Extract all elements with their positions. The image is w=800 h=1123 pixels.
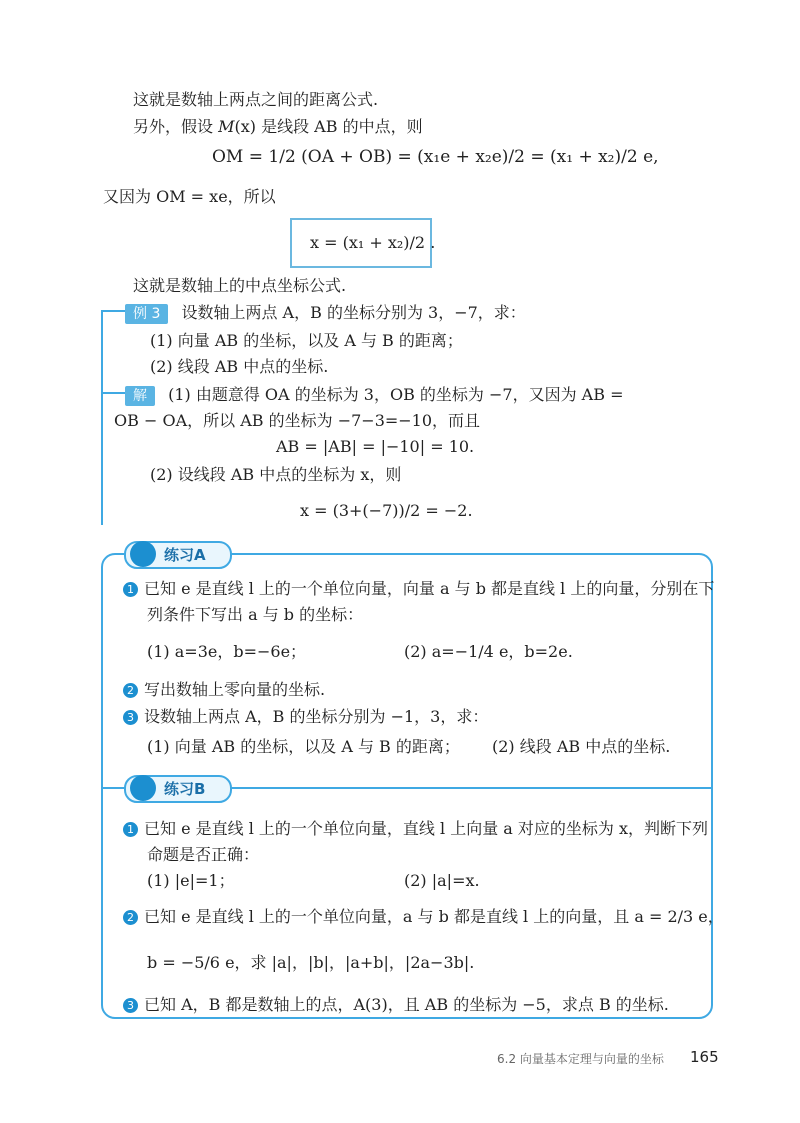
practice-a-item-3 [123, 706, 488, 728]
solution-text: (1) 由题意得 OA 的坐标为 3，OB 的坐标为 −7，又因为 AB = [168, 385, 624, 404]
practice-a-item-3-c1: (1) 向量 AB 的坐标，以及 A 与 B 的距离； [147, 737, 460, 756]
number-badge: 3 [123, 998, 138, 1013]
number-badge: 1 [123, 582, 138, 597]
solution-line-2: OB − OA，所以 AB 的坐标为 −7−3=−10，而且 [114, 411, 481, 430]
text-fragment: 已知 e 是直线 l 上的一个单位向量，向量 a 与 b 都是直线 l 上的向量，分别在下 [144, 579, 715, 598]
page-number: 165 [690, 1048, 719, 1066]
text-line: 这就是数轴上两点之间的距离公式. [133, 90, 379, 109]
solution-line-4: (2) 设线段 AB 中点的坐标为 x，则 [150, 465, 402, 484]
practice-b-item-1-c2: (2) |a|=x. [404, 871, 480, 890]
practice-a-item-1-cont: 列条件下写出 a 与 b 的坐标： [147, 605, 364, 624]
boxed-formula [290, 218, 436, 268]
solution-line-5: x = (3+(−7))/2 = −2. [300, 501, 473, 520]
boxed-formula-text: x = (x₁ + x₂)/2 . [310, 233, 436, 252]
text-line: 又因为 OM = xe，所以 [103, 187, 276, 206]
example-top-rule [101, 310, 125, 312]
example-q2: (2) 线段 AB 中点的坐标. [150, 357, 329, 376]
text-fragment: 已知 e 是直线 l 上的一个单位向量，a 与 b 都是直线 l 上的向量，且 a = 2/3 e， [144, 907, 724, 926]
text-line: 这就是数轴上的中点坐标公式. [133, 276, 347, 295]
solution-line-1 [125, 384, 623, 406]
number-badge: 1 [123, 822, 138, 837]
practice-a-tab [124, 541, 232, 569]
practice-a-item-1-c1: (1) a=3e，b=−6e； [147, 642, 307, 661]
pencil-icon [130, 775, 156, 801]
practice-b-item-2-cont: b = −5/6 e，求 |a|，|b|，|a+b|，|2a−3b|. [147, 953, 475, 972]
practice-a-item-3-c2: (2) 线段 AB 中点的坐标. [492, 737, 671, 756]
practice-a-title: 练习A [164, 546, 206, 564]
text-fragment: 另外，假设 [133, 117, 219, 136]
practice-a-item-1-c2: (2) a=−1/4 e，b=2e. [404, 642, 573, 661]
text-line [133, 116, 423, 138]
footer-section: 6.2 向量基本定理与向量的坐标 [497, 1052, 664, 1066]
text-fragment: 已知 A，B 都是数轴上的点，A(3)，且 AB 的坐标为 −5，求点 B 的坐标. [144, 995, 669, 1014]
practice-b-item-2 [123, 906, 724, 928]
pencil-icon [130, 541, 156, 567]
practice-b-item-1-cont: 命题是否正确： [147, 845, 260, 864]
number-badge: 3 [123, 710, 138, 725]
practice-b-tab [124, 775, 232, 803]
text-fragment: 已知 e 是直线 l 上的一个单位向量，直线 l 上向量 a 对应的坐标为 x，判断下列 [144, 819, 709, 838]
number-badge: 2 [123, 910, 138, 925]
example-prompt: 设数轴上两点 A，B 的坐标分别为 3，−7，求： [181, 303, 526, 322]
text-fragment: M [218, 117, 235, 136]
number-badge: 2 [123, 683, 138, 698]
solution-badge: 解 [125, 386, 155, 406]
example-side-rule [101, 310, 103, 525]
practice-b-item-1-c1: (1) |e|=1； [147, 871, 235, 890]
example-prompt-line [125, 302, 526, 324]
practice-b-item-3 [123, 994, 669, 1016]
solution-rule [101, 392, 125, 394]
practice-b-title: 练习B [164, 780, 206, 798]
practice-a-item-1 [123, 578, 714, 600]
equation-om: OM = 1/2 (OA + OB) = (x₁e + x₂e)/2 = (x₁ + x₂)/2 e, [212, 147, 659, 167]
example-q1: (1) 向量 AB 的坐标，以及 A 与 B 的距离； [150, 331, 463, 350]
text-fragment: 写出数轴上零向量的坐标. [144, 680, 326, 699]
practice-a-item-2 [123, 679, 325, 701]
text-fragment: 设数轴上两点 A，B 的坐标分别为 −1，3，求： [144, 707, 489, 726]
solution-line-3: AB = |AB| = |−10| = 10. [276, 437, 475, 456]
practice-b-item-1 [123, 818, 708, 840]
example-badge: 例 3 [125, 304, 168, 324]
text-fragment: (x) 是线段 AB 的中点，则 [234, 117, 423, 136]
